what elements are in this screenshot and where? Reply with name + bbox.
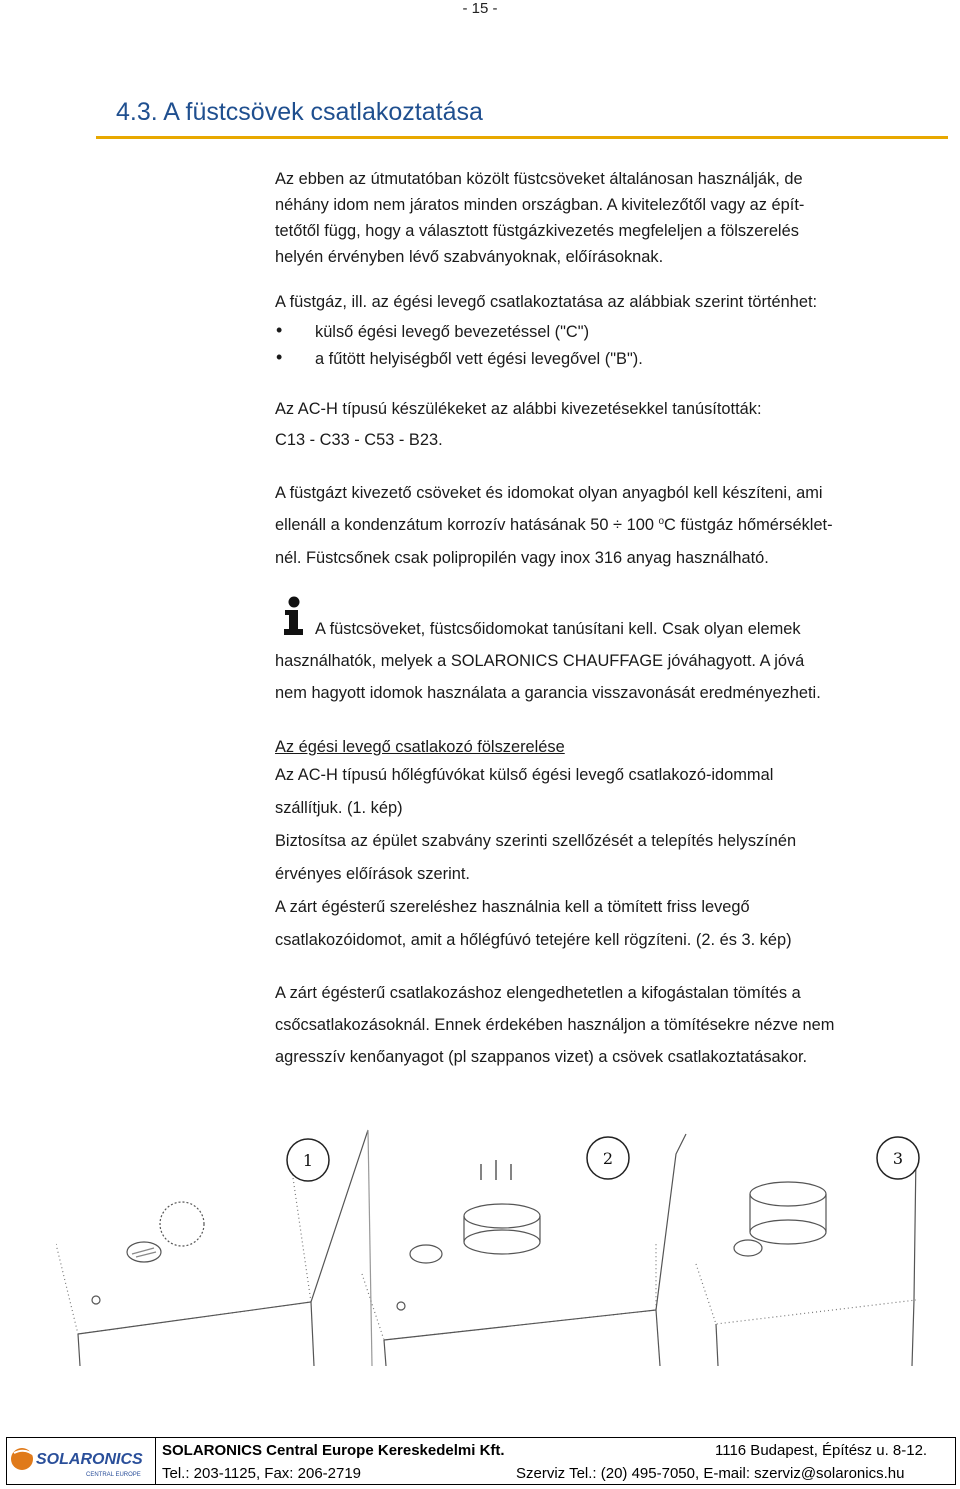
closing-line: csőcsatlakozásoknál. Ennek érdekében használjon a tömítésekre nézve nem bbox=[275, 1016, 835, 1034]
figure-panel-2 bbox=[362, 1134, 686, 1366]
figure-label: 3 bbox=[892, 1149, 904, 1168]
certified-codes: C13 - C33 - C53 - B23. bbox=[275, 431, 443, 449]
page-number: - 15 - bbox=[462, 0, 498, 17]
air-line: Biztosítsa az épület szabvány szerinti szellőzését a telepítés helyszínén bbox=[275, 832, 797, 850]
section-title: 4.3. A füstcsövek csatlakoztatása bbox=[116, 98, 483, 126]
intro-line: tetőtől függ, hogy a választott füstgázkivezetés megfeleljen a fölszerelés bbox=[275, 222, 799, 240]
closing-line: agresszív kenőanyagot (pl szappanos vizet) a csövek csatlakoztatásakor. bbox=[275, 1048, 808, 1066]
material-text: C füstgáz hőmérséklet- bbox=[664, 516, 833, 534]
material-text: ellenáll a kondenzátum korrozív hatásának 50 ÷ 100 bbox=[275, 516, 659, 534]
closing-line: A zárt égésterű csatlakozáshoz elengedhetetlen a kifogástalan tömítés a bbox=[275, 984, 801, 1002]
material-line: nél. Füstcsőnek csak polipropilén vagy inox 316 anyag használható. bbox=[275, 549, 769, 567]
info-line: A füstcsöveket, füstcsőidomokat tanúsítani kell. Csak olyan elemek bbox=[315, 620, 801, 638]
certified-line: Az AC-H típusú készülékeket az alábbi kivezetésekkel tanúsították: bbox=[275, 400, 762, 418]
material-line bbox=[275, 516, 833, 535]
connection-intro: A füstgáz, ill. az égési levegő csatlakoztatása az alábbiak szerint történhet: bbox=[275, 293, 818, 311]
figure-label: 2 bbox=[602, 1149, 614, 1168]
air-line: Az AC-H típusú hőlégfúvókat külső égési levegő csatlakozó-idommal bbox=[275, 766, 774, 784]
bullet-dot: • bbox=[276, 347, 283, 367]
degree-sup: o bbox=[658, 516, 665, 527]
air-line: szállítjuk. (1. kép) bbox=[275, 799, 403, 817]
air-line: érvényes előírások szerint. bbox=[275, 865, 470, 883]
air-line: A zárt égésterű szereléshez használnia kell a tömített friss levegő bbox=[275, 898, 750, 916]
bullet-dot: • bbox=[276, 320, 283, 340]
bullet-item: külső égési levegő bevezetéssel ("C") bbox=[315, 323, 590, 341]
info-line: nem hagyott idomok használata a garancia visszavonását eredményezheti. bbox=[275, 684, 821, 702]
installation-figure bbox=[56, 1124, 936, 1366]
footer-address: 1116 Budapest, Építész u. 8-12. bbox=[715, 1442, 928, 1459]
figure-panel-3 bbox=[696, 1154, 916, 1366]
footer-service: Szerviz Tel.: (20) 495-7050, E-mail: szerviz@solaronics.hu bbox=[516, 1465, 905, 1482]
info-line: használhatók, melyek a SOLARONICS CHAUFFAGE jóváhagyott. A jóvá bbox=[275, 652, 805, 670]
info-icon bbox=[281, 596, 307, 636]
air-section-heading: Az égési levegő csatlakozó fölszerelése bbox=[275, 738, 565, 756]
intro-line: Az ebben az útmutatóban közölt füstcsöveket általánosan használják, de bbox=[275, 170, 803, 188]
footer-phone: Tel.: 203-1125, Fax: 206-2719 bbox=[162, 1465, 362, 1482]
air-line: csatlakozóidomot, amit a hőlégfúvó tetejére kell rögzíteni. (2. és 3. kép) bbox=[275, 931, 792, 949]
logo-subtext: CENTRAL EUROPE bbox=[86, 1472, 141, 1478]
title-underline bbox=[96, 136, 948, 139]
footer-logo bbox=[6, 1437, 156, 1485]
intro-line: helyén érvényben lévő szabványoknak, előírásoknak. bbox=[275, 248, 664, 266]
bullet-item: a fűtött helyiségből vett égési levegővel ("B"). bbox=[315, 350, 643, 368]
intro-line: néhány idom nem járatos minden országban. A kivitelezőtől vagy az épít- bbox=[275, 196, 805, 214]
logo-text: SOLARONICS bbox=[36, 1451, 143, 1468]
material-line: A füstgázt kivezető csöveket és idomokat olyan anyagból kell készíteni, ami bbox=[275, 484, 823, 502]
footer-company: SOLARONICS Central Europe Kereskedelmi Kft. bbox=[162, 1442, 505, 1459]
figure-label: 1 bbox=[302, 1151, 314, 1170]
solaronics-logo bbox=[6, 1437, 154, 1483]
